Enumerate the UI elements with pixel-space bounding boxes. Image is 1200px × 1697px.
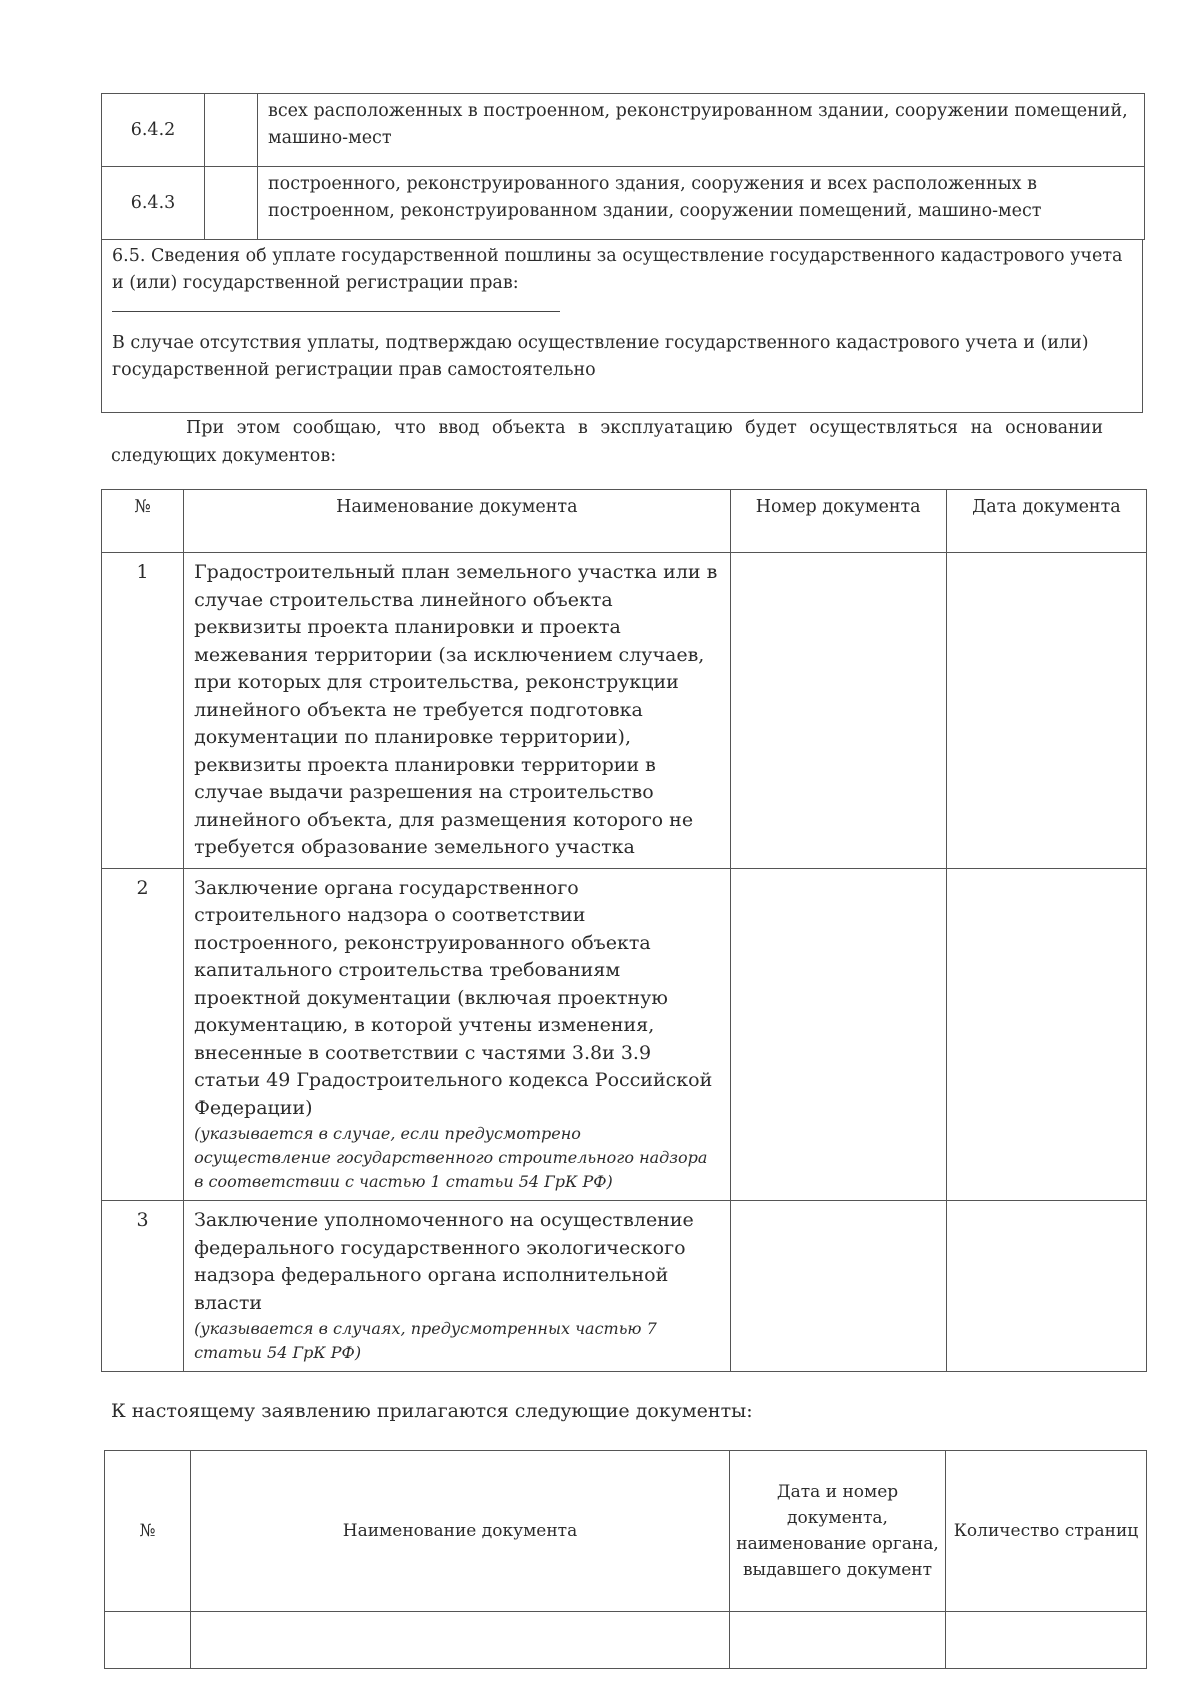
empty-cell	[205, 167, 258, 240]
header-name: Наименование документа	[191, 1451, 730, 1612]
row-doc-number	[730, 868, 946, 1201]
section-6-4-table	[101, 93, 1145, 240]
row-number: 6.4.3	[102, 167, 205, 240]
section-6-5-box	[101, 239, 1143, 413]
row-number: 3	[102, 1201, 184, 1372]
row-doc-number	[730, 553, 946, 869]
section-6-5-statement: В случае отсутствия уплаты, подтверждаю осуществление государственного кадастрового учета и (или) государственной регистрации прав самостоятельно	[112, 333, 1089, 380]
row-doc-name	[184, 553, 731, 869]
row-number: 1	[102, 553, 184, 869]
header-name: Наименование документа	[184, 490, 731, 553]
table-header-row	[102, 490, 1147, 553]
table-row	[105, 1612, 1147, 1669]
doc-note: (указывается в случае, если предусмотрено осуществление государственного строительного надзора в соответствии с частью 1 статьи 54 ГрК РФ)	[194, 1124, 708, 1191]
section-6-5-heading: 6.5. Сведения об уплате государственной пошлины за осуществление государственного кадастрового учета и (или) государственной регистрации прав:	[112, 246, 1123, 293]
row-doc-name	[184, 1201, 731, 1372]
row-doc-name	[191, 1612, 730, 1669]
doc-name-text: Заключение уполномоченного на осуществление федерального государственного экологического надзора федерального органа исполнительной власти	[194, 1209, 694, 1314]
header-page-count: Количество страниц	[946, 1451, 1147, 1612]
row-text: всех расположенных в построенном, реконструированном здании, сооружении помещений, машино-мест	[258, 94, 1145, 167]
doc-note: (указывается в случаях, предусмотренных частью 7 статьи 54 ГрК РФ)	[194, 1319, 657, 1362]
intro-paragraph: При этом сообщаю, что ввод объекта в эксплуатацию будет осуществляться на основании следующих документов:	[111, 418, 1103, 466]
doc-name-text: Заключение органа государственного строительного надзора о соответствии построенного, реконструированного объекта капитального строительства требованиям проектной документации (включая проектную документацию, в которой учтены изменения, внесенные в соответствии с частями 3.8и 3.9 статьи 49 Градостроительного кодекса Российской Федерации)	[194, 876, 713, 1119]
row-doc-date	[946, 553, 1146, 869]
doc-name-text: Градостроительный план земельного участка или в случае строительства линейного объекта реквизиты проекта планировки и проекта межевания территории (за исключением случаев, при которых для строительства, реконструкции линейного объекта не требуется подготовка документации по планировке территории), реквизиты проекта планировки территории в случае выдачи разрешения на строительство линейного объекта, для размещения которого не требуется образование земельного участка	[194, 561, 718, 858]
header-details: Дата и номер документа, наименование органа, выдавшего документ	[730, 1451, 946, 1612]
header-number: №	[105, 1451, 191, 1612]
header-doc-date: Дата документа	[946, 490, 1146, 553]
row-doc-number	[730, 1201, 946, 1372]
row-number	[105, 1612, 191, 1669]
table-row	[102, 553, 1147, 869]
row-doc-date	[946, 868, 1146, 1201]
empty-cell	[205, 94, 258, 167]
row-details	[730, 1612, 946, 1669]
header-number: №	[102, 490, 184, 553]
row-doc-name	[184, 868, 731, 1201]
documents-table	[101, 489, 1147, 1372]
attachments-intro: К настоящему заявлению прилагаются следующие документы:	[111, 1400, 753, 1422]
row-number: 6.4.2	[102, 94, 205, 167]
table-row	[102, 167, 1145, 240]
row-page-count	[946, 1612, 1147, 1669]
row-doc-date	[946, 1201, 1146, 1372]
row-number: 2	[102, 868, 184, 1201]
attachments-table	[104, 1450, 1147, 1669]
table-row	[102, 868, 1147, 1201]
table-row	[102, 94, 1145, 167]
table-header-row	[105, 1451, 1147, 1612]
row-text: построенного, реконструированного здания, сооружения и всех расположенных в построенном, реконструированном здании, сооружении помещений, машино-мест	[258, 167, 1145, 240]
table-row	[102, 1201, 1147, 1372]
fee-entry-line	[112, 307, 560, 312]
header-doc-number: Номер документа	[730, 490, 946, 553]
